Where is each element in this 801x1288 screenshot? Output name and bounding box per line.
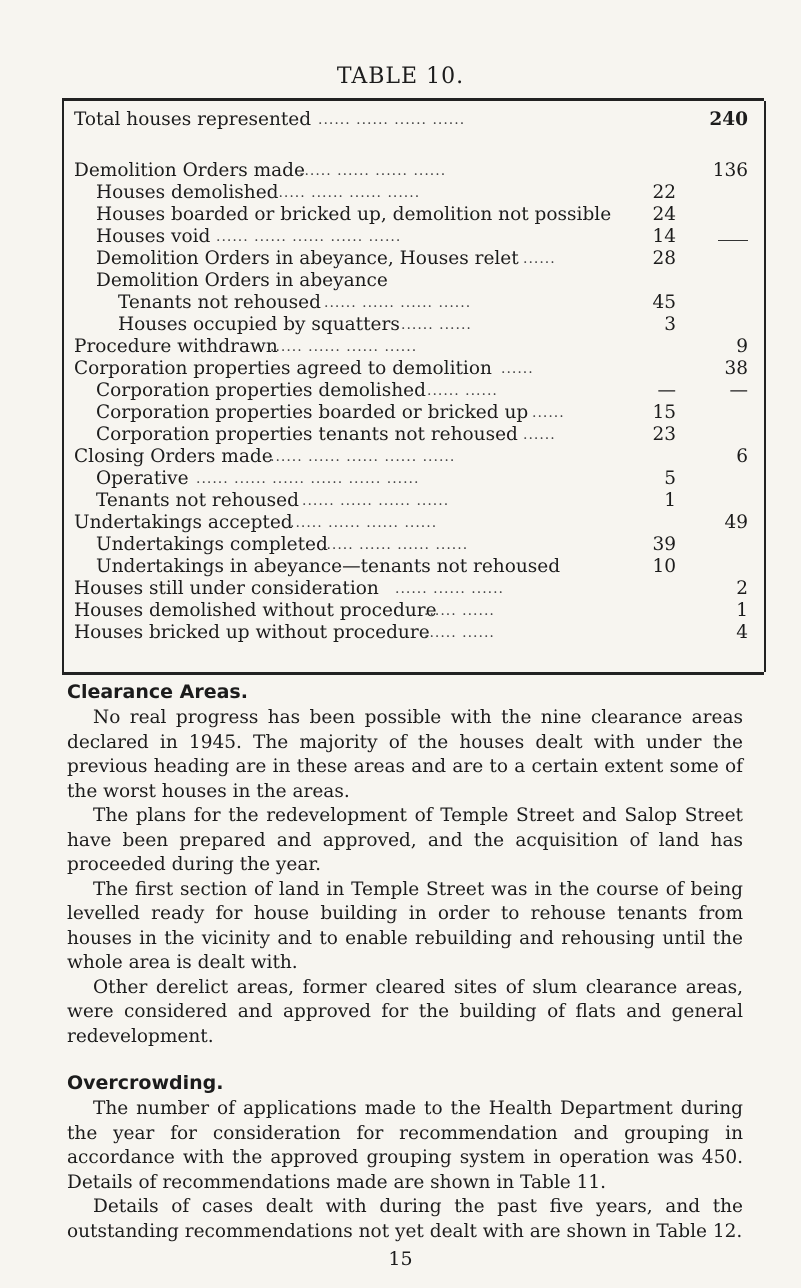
table-row (64, 578, 764, 600)
total-value: 1 (736, 600, 748, 621)
table-row (64, 314, 764, 336)
table-row (64, 600, 764, 622)
row-label: Corporation properties boarded or bricked up (96, 402, 529, 423)
subtotal-value: 28 (652, 248, 676, 269)
total-value: — (729, 380, 748, 401)
clearance-paragraph: The first section of land in Temple Street was in the course of being levelled ready for house building in order to rehouse tenants from houses in the vicinity and to enable rebuilding and rehousing until the whole area is dealt with. (67, 878, 743, 973)
table-row (64, 402, 764, 424)
row-label: Procedure withdrawn (74, 336, 278, 357)
leader-dots: ...... ...... ...... ...... (302, 493, 450, 509)
row-label: Tenants not rehoused (96, 490, 299, 511)
row-label: Houses demolished without procedure (74, 600, 437, 621)
row-label: Houses void (96, 226, 211, 247)
leader-dots: ...... ...... ...... ...... ...... (270, 449, 456, 465)
total-value: 9 (736, 336, 748, 357)
leader-dots: ...... ...... ...... ...... (321, 537, 469, 553)
leader-dots: ...... ...... ...... ...... (299, 163, 447, 179)
table-row (64, 160, 764, 182)
table-row (64, 556, 764, 578)
row-label: Corporation properties demolished (96, 380, 426, 401)
total-value: 49 (724, 512, 748, 533)
row-label: Demolition Orders in abeyance (96, 270, 388, 291)
row-label: Corporation properties agreed to demolition (74, 358, 492, 379)
table-row (64, 468, 764, 490)
row-label: Houses still under consideration (74, 578, 379, 599)
row-label: Houses occupied by squatters (118, 314, 400, 335)
table-row (64, 380, 764, 402)
subtotal-value: 1 (664, 490, 676, 511)
clearance-heading: Clearance Areas. (67, 681, 248, 703)
total-value: 6 (736, 446, 748, 467)
subtotal-value: 10 (652, 556, 676, 577)
clearance-paragraph: Other derelict areas, former cleared sites of slum clearance areas, were considered and approved for the building of flats and general redevelopment. (67, 976, 743, 1047)
subtotal-value: 14 (652, 226, 676, 247)
clearance-text (67, 706, 743, 1049)
total-value: 136 (712, 160, 748, 181)
row-label: Undertakings in abeyance—tenants not rehoused (96, 556, 561, 577)
row-label: Tenants not rehoused (118, 292, 321, 313)
leader-dots: ...... (501, 361, 534, 377)
subtotal-value: — (657, 380, 676, 401)
row-label: Total houses represented (74, 109, 312, 130)
leader-dots: ...... ...... (401, 317, 472, 333)
total-value: 38 (724, 358, 748, 379)
table-row (64, 534, 764, 556)
leader-dots: ...... ...... ...... ...... (290, 515, 438, 531)
overcrowding-paragraph: The number of applications made to the Health Department during the year for consideration for recommendation and grouping in accordance with the approved grouping system in operation was 450. Details of recommendations made are shown in Table 11. (67, 1098, 743, 1193)
table-row (64, 336, 764, 358)
table-row (64, 248, 764, 270)
subtotal-value: 3 (664, 314, 676, 335)
table-row (64, 446, 764, 468)
clearance-paragraph: No real progress has been possible with the nine clearance areas declared in 1945. The majority of the houses dealt with under the previous heading are in these areas and are to a certain extent some of the worst houses in the areas. (67, 707, 743, 802)
table-row (64, 358, 764, 380)
subtotal-value: 24 (652, 204, 676, 225)
subtotal-value: 5 (664, 468, 676, 489)
table-row (64, 292, 764, 314)
total-value: 240 (709, 109, 748, 130)
leader-dots: ...... ...... ...... ...... (270, 339, 418, 355)
leader-dots: ...... ...... ...... ...... (324, 295, 472, 311)
leader-dots: ...... (523, 427, 556, 443)
row-label: Corporation properties tenants not rehoused (96, 424, 518, 445)
leader-dots: ...... ...... (427, 383, 498, 399)
leader-dots: ...... ...... ...... (395, 581, 505, 597)
leader-dots: ...... ...... ...... ...... ...... (216, 229, 402, 245)
row-label: Houses boarded or bricked up, demolition not possible (96, 204, 612, 225)
row-label: Undertakings completed (96, 534, 328, 555)
clearance-paragraph: The plans for the redevelopment of Temple Street and Salop Street have been prepared and approved, and the acquisition of land has proceeded during the year. (67, 805, 743, 875)
subtotal-value: 45 (652, 292, 676, 313)
page-number: 15 (388, 1248, 413, 1270)
table-row (64, 182, 764, 204)
row-label: Closing Orders made (74, 446, 273, 467)
table-title: TABLE 10. (336, 64, 465, 89)
overcrowding-heading: Overcrowding. (67, 1072, 224, 1094)
table-bottom-rule (62, 672, 764, 675)
table-row (64, 226, 764, 248)
row-label: Operative (96, 468, 189, 489)
table-row (64, 490, 764, 512)
table-row (64, 622, 764, 644)
subtotal-value: 15 (652, 402, 676, 423)
table-row (64, 512, 764, 534)
row-label: Demolition Orders made (74, 160, 305, 181)
table-row (64, 270, 764, 292)
table-row (64, 424, 764, 446)
row-label: Demolition Orders in abeyance, Houses relet (96, 248, 519, 269)
leader-dots: ...... ...... (424, 603, 495, 619)
subtotal-value: 23 (652, 424, 676, 445)
subtotal-value: 39 (652, 534, 676, 555)
table-row (64, 109, 764, 131)
leader-dots: ...... ...... ...... ...... (273, 185, 421, 201)
leader-dots: ...... ...... ...... ...... (318, 112, 466, 128)
leader-dots: ...... ...... (424, 625, 495, 641)
table-row (64, 204, 764, 226)
row-label: Undertakings accepted (74, 512, 293, 533)
row-label: Houses bricked up without procedure (74, 622, 430, 643)
subtotal-value: 22 (652, 182, 676, 203)
row-label: Houses demolished (96, 182, 279, 203)
leader-dots: ...... (523, 251, 556, 267)
total-value: 4 (736, 622, 748, 643)
table-frame (62, 101, 766, 672)
leader-dots: ...... (532, 405, 565, 421)
overcrowding-text (67, 1097, 743, 1244)
leader-dots: ...... ...... ...... ...... ...... ...... (196, 471, 420, 487)
overcrowding-paragraph: Details of cases dealt with during the past five years, and the outstanding recommendations not yet dealt with are shown in Table 12. (67, 1196, 743, 1242)
total-value: 2 (736, 578, 748, 599)
